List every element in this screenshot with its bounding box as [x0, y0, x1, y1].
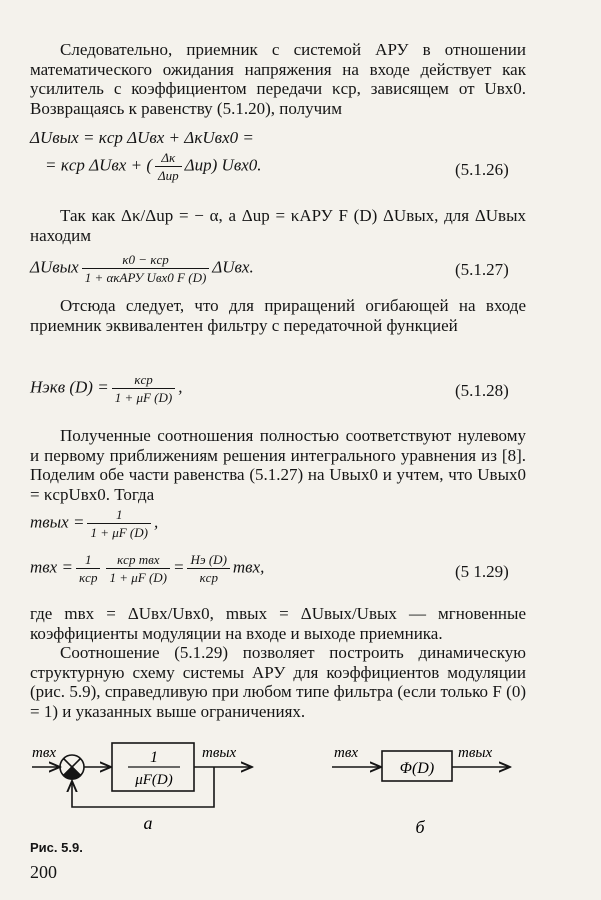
summing-junction-negative-sector: [64, 767, 81, 779]
eq29-line2-right: mвх,: [232, 557, 265, 577]
eq29-frac1-den: κср: [78, 570, 98, 585]
eq29-line1-den: 1 + μF (D): [90, 525, 148, 540]
equation-5-1-26-line1: ΔUвых = κср ΔUвх + ΔκUвх0 =: [30, 128, 254, 147]
eq28-left: Hэкв (D) =: [30, 377, 109, 397]
eq29-frac2-den: 1 + μF (D): [109, 570, 167, 585]
eq26-left: = κср ΔUвх + (: [45, 155, 152, 175]
equation-number-5-1-27: (5.1.27): [455, 260, 509, 279]
figure-5-9: [0, 735, 601, 845]
transfer-block-b-label: Φ(D): [399, 760, 435, 777]
paragraph-2: Так как Δκ/Δuр = − α, а Δuр = κАРУ F (D) ΔUвых, для ΔUвых находим: [30, 206, 526, 245]
diagram-a-output-label: mвых: [202, 745, 237, 761]
eq26-mid: Δuр: [184, 155, 212, 175]
eq27-fraction-num: κ0 − κср: [82, 252, 210, 269]
eq28-fraction: [112, 372, 176, 405]
paragraph-4: Полученные соотношения полностью соответствуют нулевому и первому приближениям решения интегрального уравнения из [8]. Поделим обе части равенства (5.1.27) на Uвых0 и учтем, что Uвых0 = κсрUвх0. Тогда: [30, 426, 526, 504]
transfer-block-a-denominator: μF(D): [135, 772, 173, 788]
eq27-fraction: [82, 252, 210, 285]
paragraph-3: Отсюда следует, что для приращений огибающей на входе приемник эквивалентен фильтру с передаточной функцией: [30, 296, 526, 335]
page-number: 200: [30, 862, 57, 882]
eq29-equal: =: [173, 557, 185, 577]
eq28-fraction-num: κср: [112, 372, 176, 389]
eq26-fraction-num: Δκ: [155, 150, 182, 167]
eq26-right: ) Uвх0.: [211, 155, 262, 175]
diagram-b-input-label: mвх: [334, 745, 359, 761]
diagram-b-output-label: mвых: [458, 745, 493, 761]
equation-5-1-28: [30, 372, 182, 405]
diagram-a-input-label: mвх: [32, 745, 57, 761]
diagram-b-sublabel: б: [415, 817, 425, 837]
eq29-frac1: [76, 552, 101, 585]
equation-5-1-26-line2: [45, 150, 262, 183]
eq27-fraction-den: 1 + ακАРУ Uвх0 F (D): [84, 270, 207, 285]
eq29-line1-num: 1: [87, 507, 151, 524]
eq29-line2-left: mвх =: [30, 557, 73, 577]
eq29-frac2: [106, 552, 170, 585]
equation-5-1-29-line2: [30, 552, 264, 585]
eq27-left: ΔUвых: [30, 257, 79, 277]
diagram-a-sublabel: а: [143, 813, 153, 833]
equation-5-1-27: [30, 252, 254, 285]
equation-number-5-1-29: (5 1.29): [455, 562, 509, 581]
equation-5-1-29-line1: [30, 507, 158, 540]
eq29-line1-right: ,: [153, 512, 159, 532]
eq29-line1-left: mвых =: [30, 512, 85, 532]
transfer-block-a-numerator: 1: [150, 749, 158, 766]
eq26-fraction: [155, 150, 182, 183]
eq29-frac3: [187, 552, 229, 585]
eq29-frac1-num: 1: [76, 552, 101, 569]
paragraph-1: Следовательно, приемник с системой АРУ в отношении математического ожидания напряжения на входе действует как усилитель с коэффициентом передачи κср, зависящем от Uвх0. Возвращаясь к равенству (5.1.20), получим: [30, 40, 526, 118]
figure-caption: Рис. 5.9.: [30, 840, 83, 855]
equation-number-5-1-26: (5.1.26): [455, 160, 509, 179]
eq26-fraction-den: Δuр: [158, 168, 179, 183]
paragraph-6: Соотношение (5.1.29) позволяет построить динамическую структурную схему системы АРУ для коэффициентов модуляции (рис. 5.9), справедливую при любом типе фильтра (если только F (0) = 1) и указанных выше ограничениях.: [30, 643, 526, 721]
eq29-line1-fraction: [87, 507, 151, 540]
eq29-frac2-num: κср mвх: [106, 552, 170, 569]
eq27-right: ΔUвх.: [212, 257, 254, 277]
equation-number-5-1-28: (5.1.28): [455, 381, 509, 400]
paragraph-5: где mвх = ΔUвх/Uвх0, mвых = ΔUвых/Uвых — мгновенные коэффициенты модуляции на входе и выходе приемника.: [30, 604, 526, 643]
eq28-right: ,: [178, 377, 183, 397]
eq29-frac3-den: κср: [199, 570, 218, 585]
eq28-fraction-den: 1 + μF (D): [114, 390, 173, 405]
eq29-frac3-num: Hэ (D): [187, 552, 229, 569]
